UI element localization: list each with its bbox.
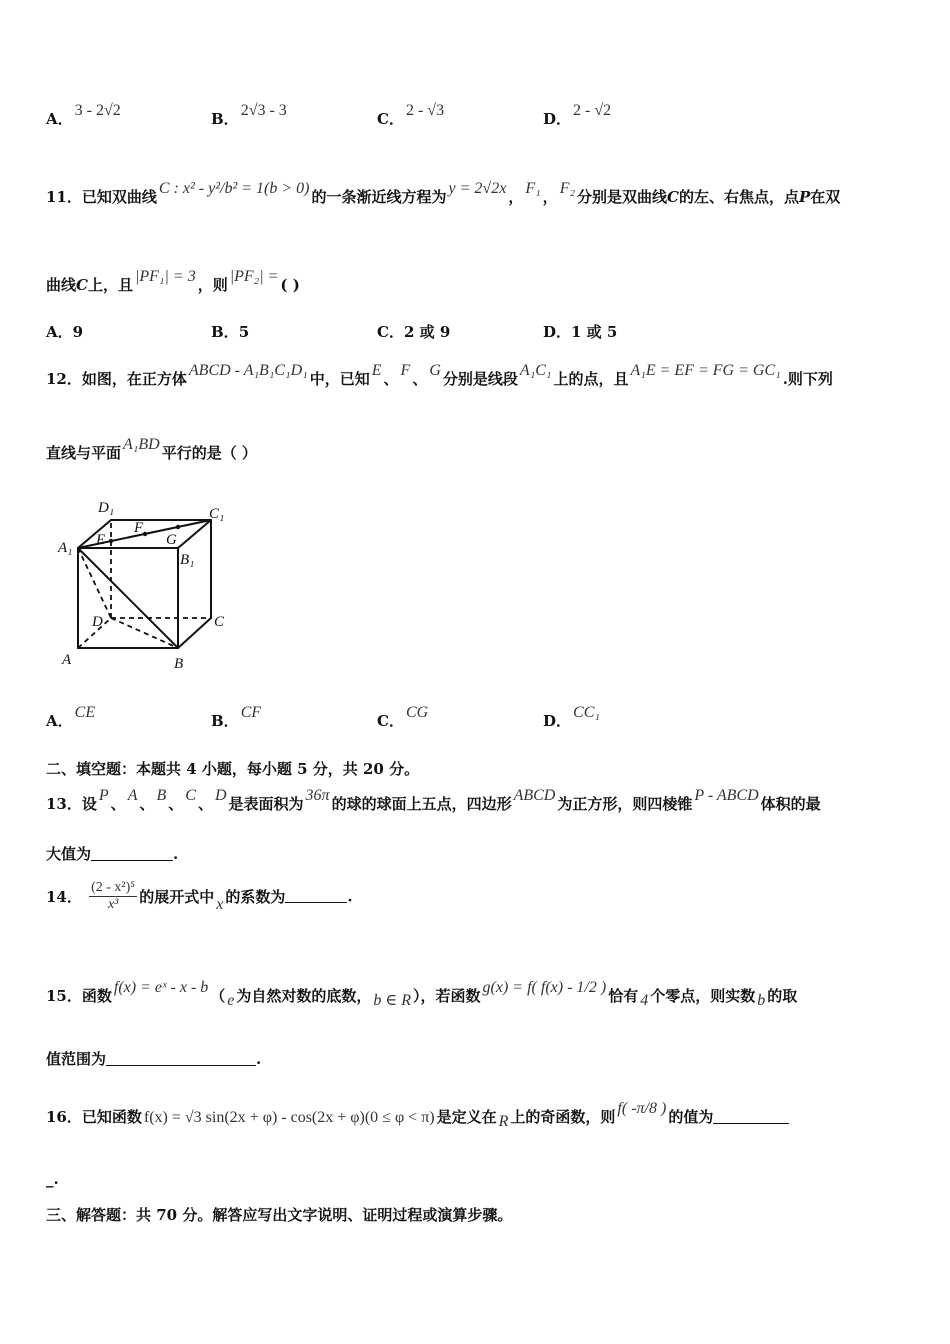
label-g: G <box>166 532 177 548</box>
q12-line-2 <box>46 436 906 463</box>
function-g: g(x) = f( f(x) - 1/2 ) <box>482 979 607 996</box>
q12-option-b: B． CF <box>211 704 262 730</box>
text: . <box>347 887 353 906</box>
answer-blank <box>285 888 347 903</box>
point-e: E <box>371 362 382 379</box>
question-number: 12． <box>46 370 82 388</box>
surface-area: 36π <box>305 787 330 804</box>
text: 上，且 <box>87 276 133 294</box>
question-number: 13． <box>46 795 82 813</box>
q16-line-1 <box>46 1100 906 1130</box>
cube-figure <box>56 496 236 676</box>
text: 个零点，则实数 <box>650 987 756 1005</box>
text: 曲线 <box>46 276 77 294</box>
text: ），若函数 <box>413 987 481 1005</box>
answer-blank: ( ) <box>280 276 300 294</box>
focus-f2: F₂ <box>559 180 576 197</box>
text: . <box>173 845 179 863</box>
text: 的值为 <box>668 1108 714 1126</box>
var-c: C <box>76 276 88 294</box>
point-a: A <box>127 787 138 804</box>
zero-count: 4 <box>640 992 649 1009</box>
text: 分别是双曲线 <box>577 188 668 206</box>
question-number: 11． <box>46 188 82 206</box>
function-f: f(x) = eˣ - x - b <box>113 979 209 996</box>
answer-blank <box>106 1051 256 1066</box>
section-2-heading: 二、填空题：本题共 4 小题，每小题 5 分，共 20 分。 <box>46 760 420 778</box>
label-e: E <box>96 532 106 548</box>
text: 的展开式中 <box>139 888 215 906</box>
point-b: B <box>156 787 167 804</box>
question-number: 14． <box>46 888 82 906</box>
var-e: e <box>227 992 235 1009</box>
q13-line-2 <box>46 843 906 864</box>
text: 大值为 <box>46 845 92 863</box>
question-number: 16． <box>46 1108 82 1126</box>
point-c: C <box>185 787 196 804</box>
plane-name: A₁BD <box>123 436 160 453</box>
pf1-value: |PF₁| = 3 <box>134 268 196 285</box>
text: ， <box>542 188 558 206</box>
q16-line-2: _. <box>46 1170 59 1188</box>
text: 、 <box>110 795 126 813</box>
label-a: A <box>62 652 72 668</box>
text: 的球的球面上五点，四边形 <box>331 795 512 813</box>
label-a1: A₁ <box>58 540 73 556</box>
b-in-r: b ∈ R <box>373 992 412 1009</box>
text: 中，已知 <box>309 370 370 388</box>
point-g-dot <box>176 525 180 529</box>
diag-a1-b <box>78 548 178 648</box>
text: 平行的是（ ） <box>161 444 257 462</box>
text: （ <box>210 987 226 1005</box>
label-d: D <box>92 614 103 630</box>
equal-segments: A₁E = EF = FG = GC₁ <box>630 362 781 379</box>
q11-option-b: B．5 <box>211 323 250 341</box>
q12-option-c: C． CG <box>377 704 429 730</box>
focus-f1: F₁ <box>525 180 541 197</box>
quadrilateral: ABCD <box>513 787 556 804</box>
label-d1: D₁ <box>98 500 115 516</box>
segment: A₁C₁ <box>519 362 552 379</box>
text: 为正方形，则四棱锥 <box>557 795 693 813</box>
point-e-dot <box>109 539 113 543</box>
text: 直线与平面 <box>46 444 122 462</box>
var-b: b <box>757 992 766 1009</box>
text: 是定义在 <box>436 1108 497 1126</box>
point-f: F <box>400 362 411 379</box>
text: 是表面积为 <box>228 795 304 813</box>
hidden-diag-d-b <box>111 618 178 648</box>
label-b: B <box>174 656 184 672</box>
text: ， <box>508 188 524 206</box>
point-g: G <box>429 362 441 379</box>
label-c: C <box>214 614 225 630</box>
f-value: f( -π/8 ) <box>617 1100 667 1117</box>
q11-line-1 <box>46 180 906 207</box>
text: ，则 <box>197 276 228 294</box>
q14-line <box>46 880 906 913</box>
text: 、 <box>383 370 399 388</box>
var-p: P <box>799 188 811 206</box>
text: 的左、右焦点，点 <box>679 188 800 206</box>
text: 已知函数 <box>81 1108 142 1126</box>
answer-blank <box>713 1109 789 1124</box>
q13-line-1 <box>46 787 906 814</box>
asymptote-equation: y = 2√2x <box>448 180 507 197</box>
numerator: (2 - x²)⁵ <box>91 880 136 895</box>
section-3-heading: 三、解答题：共 70 分。解答应写出文字说明、证明过程或演算步骤。 <box>46 1206 513 1224</box>
text: 、 <box>139 795 155 813</box>
text: .则下列 <box>782 370 833 388</box>
text: 恰有 <box>608 987 639 1005</box>
var-c: C <box>667 188 679 206</box>
text: 的一条渐近线方程为 <box>311 188 447 206</box>
text: . <box>256 1050 262 1068</box>
point-p: P <box>98 787 109 804</box>
q10-option-c: C． 2 - √3 <box>377 102 445 128</box>
q10-option-d: D． 2 - √2 <box>543 102 612 128</box>
point-d: D <box>214 787 227 804</box>
pyramid: P - ABCD <box>694 787 759 804</box>
text: 已知双曲线 <box>81 188 157 206</box>
text: 设 <box>81 795 97 813</box>
q12-line-1 <box>46 362 906 389</box>
text: 、 <box>168 795 184 813</box>
q15-line-2 <box>46 1048 906 1069</box>
text: 的取 <box>767 987 798 1005</box>
function-f: f(x) = √3 sin(2x + φ) - cos(2x + φ)(0 ≤ φ < π) <box>143 1109 435 1126</box>
hyperbola-equation: C : x² - y²/b² = 1(b > 0) <box>158 180 310 197</box>
text: 上的点，且 <box>553 370 629 388</box>
text: 、 <box>197 795 213 813</box>
answer-blank <box>91 846 173 861</box>
text: 为自然对数的底数， <box>236 987 372 1005</box>
text: 的系数为 <box>225 888 286 906</box>
fraction <box>87 880 139 913</box>
set-r: R <box>498 1113 509 1130</box>
text: 值范围为 <box>46 1050 107 1068</box>
pf2-expression: |PF₂| = <box>229 268 279 285</box>
label-b1: B₁ <box>180 552 195 568</box>
text: 分别是线段 <box>442 370 518 388</box>
question-number: 15． <box>46 987 82 1005</box>
text: 函数 <box>81 987 112 1005</box>
cube-name: ABCD - A₁B₁C₁D₁ <box>188 362 308 379</box>
point-f-dot <box>143 532 147 536</box>
label-f: F <box>134 520 144 536</box>
text: 、 <box>412 370 428 388</box>
q12-option-a: A． CE <box>46 704 96 730</box>
label-c1: C₁ <box>209 506 225 522</box>
q11-option-c: C．2 或 9 <box>377 323 451 341</box>
hidden-diag-a1-d <box>78 548 111 618</box>
q12-option-d: D． CC₁ <box>543 704 600 730</box>
edge-b-c <box>178 618 211 648</box>
q11-line-2 <box>46 268 906 295</box>
q11-option-d: D．1 或 5 <box>543 323 618 341</box>
q11-option-a: A．9 <box>46 323 84 341</box>
text: 上的奇函数，则 <box>510 1108 616 1126</box>
var-x: x <box>216 895 224 913</box>
text: 在双 <box>810 188 841 206</box>
text: 如图，在正方体 <box>81 370 187 388</box>
q15-line-1 <box>46 979 906 1009</box>
q10-option-b: B． 2√3 - 3 <box>211 102 287 128</box>
denominator: x³ <box>107 897 119 912</box>
text: 体积的最 <box>760 795 821 813</box>
q10-option-a: A． 3 - 2√2 <box>46 102 121 128</box>
